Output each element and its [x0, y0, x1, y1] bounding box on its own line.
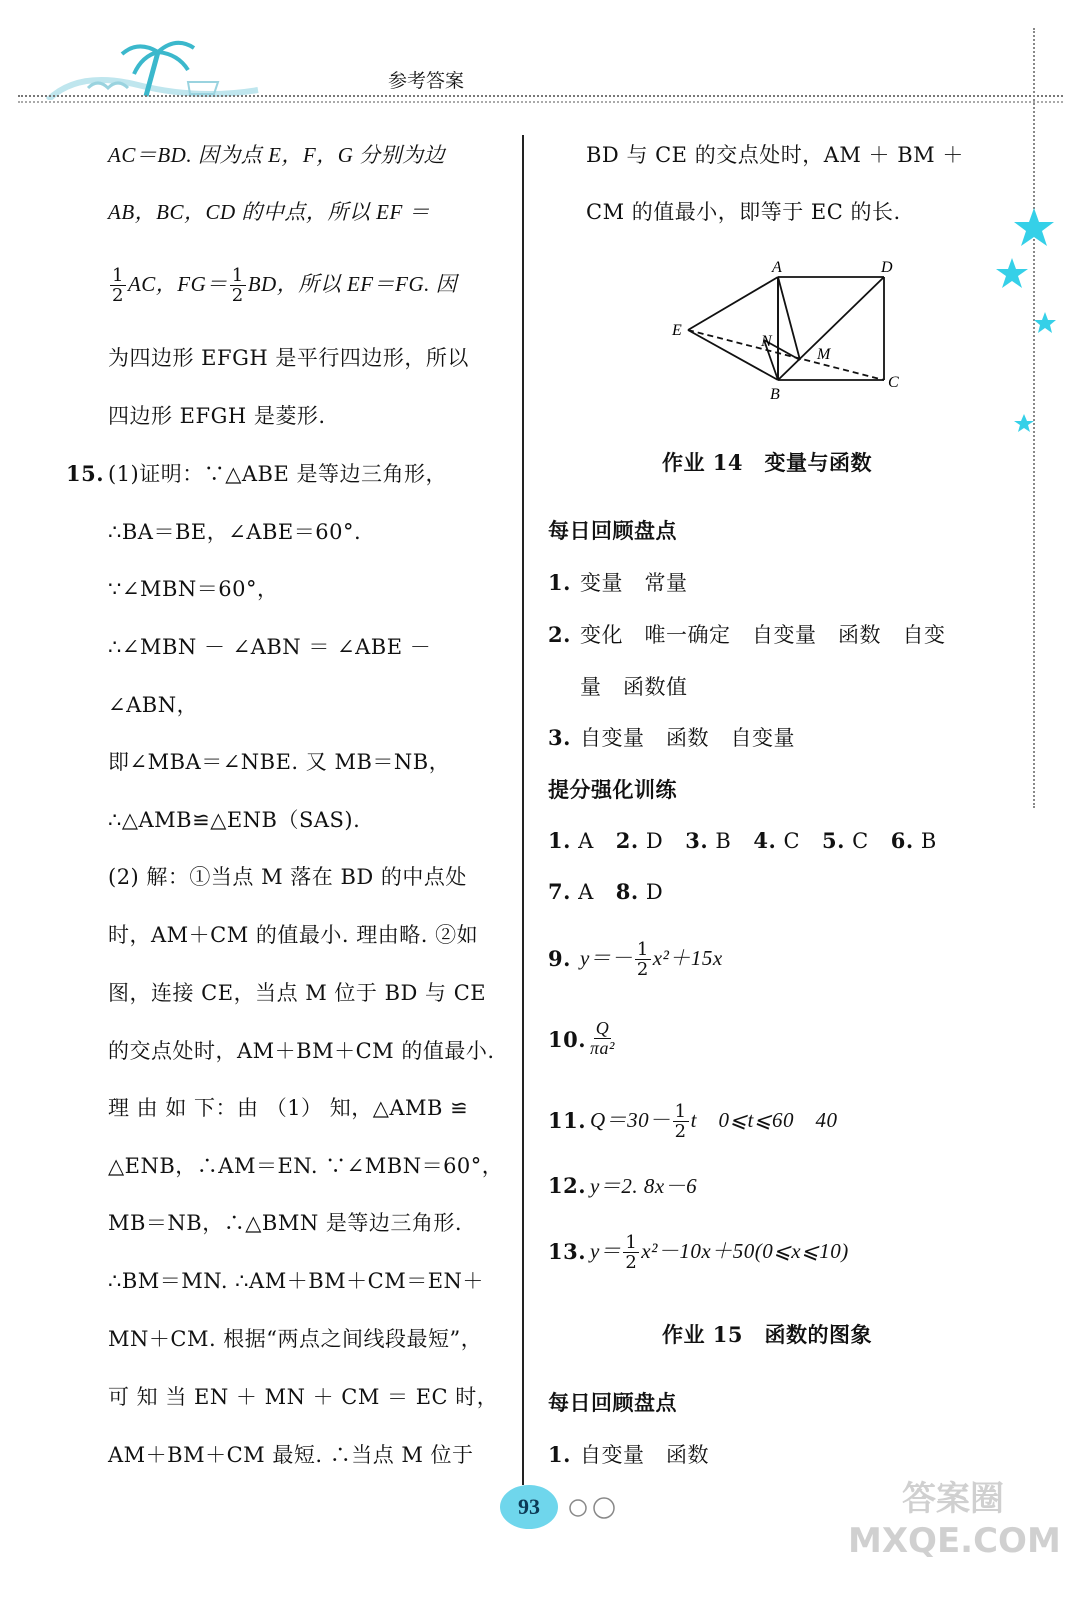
fig-label-n: N — [761, 333, 772, 350]
answer-12-number: 12. — [548, 1173, 587, 1198]
answer-11-number: 11. — [548, 1108, 587, 1133]
mc-row-2 — [548, 877, 663, 907]
section-review-heading: 每日回顾盘点 — [548, 518, 677, 543]
header-logo — [18, 30, 268, 100]
fraction-half: $\frac{1}{2}$ — [112, 265, 124, 306]
mc-item: 5. C — [822, 828, 869, 853]
answer-1: 变量 常量 — [580, 571, 688, 595]
answer-9: y＝－ $\frac{1}{2}$ x²＋15x — [580, 939, 723, 980]
answer-10-number: 10. — [548, 1027, 587, 1052]
fig-label-e: E — [672, 322, 682, 339]
page-header-title: 参考答案 — [388, 70, 465, 92]
fig-label-m: M — [817, 346, 831, 363]
answer-2-cont: 量 函数值 — [580, 675, 688, 699]
left-line-18: △ENB，∴AM＝EN. ∵∠MBN＝60°， — [108, 1154, 504, 1178]
right-line-2: CM 的值最小，即等于 EC 的长. — [586, 200, 901, 224]
left-line-2: AB，BC，CD 的中点，所以 EF ＝ — [108, 200, 431, 224]
left-line-5: 四边形 EFGH 是菱形. — [108, 404, 326, 428]
left-line-12: ∴△AMB≌△ENB（SAS). — [108, 808, 361, 832]
left-line-3-part-a: AC，FG＝ — [127, 272, 228, 296]
answer-2: 变化 唯一确定 自变量 函数 自变 — [580, 623, 946, 647]
left-line-3-part-b: BD，所以 EF＝FG. 因 — [247, 272, 458, 296]
answer-12: y＝2. 8x－6 — [590, 1174, 698, 1198]
left-line-23: AM＋BM＋CM 最短. ∴当点 M 位于 — [108, 1443, 474, 1467]
question-15-number: 15. — [66, 461, 105, 486]
section-training-heading: 提分强化训练 — [548, 777, 677, 802]
fig-label-c: C — [888, 374, 899, 391]
stars-decoration-icon — [990, 200, 1079, 440]
answer-b1-number: 1. — [548, 1442, 571, 1467]
mc-item: 2. D — [615, 828, 664, 853]
left-line-8: ∵∠MBN＝60°， — [108, 577, 279, 601]
answer-13-number: 13. — [548, 1239, 587, 1264]
answer-13: y＝ $\frac{1}{2}$ x²－10x＋50(0⩽x⩽10) — [590, 1232, 849, 1273]
left-line-19: MB＝NB，∴△BMN 是等边三角形. — [108, 1211, 463, 1235]
left-line-22: 可 知 当 EN ＋ MN ＋ CM ＝ EC 时， — [108, 1385, 499, 1409]
mc-item: 1. A — [548, 828, 594, 853]
mc-item: 7. A — [548, 879, 594, 904]
left-line-4: 为四边形 EFGH 是平行四边形，所以 — [108, 346, 469, 370]
watermark: 答案圈 MXQE.COM — [848, 1479, 1061, 1561]
footer-circles-icon — [566, 1494, 626, 1522]
page-number: 93 — [518, 1494, 540, 1519]
column-divider — [522, 135, 524, 1485]
left-line-13: (2) 解：①当点 M 落在 BD 的中点处 — [108, 865, 467, 889]
hw15-title: 作业 15 函数的图象 — [662, 1322, 873, 1347]
left-line-10: ∠ABN， — [108, 693, 199, 717]
fraction-half: $\frac{1}{2}$ — [231, 265, 244, 306]
left-line-3 — [108, 262, 457, 306]
page-number-badge — [500, 1485, 558, 1529]
fig-label-b: B — [770, 386, 780, 403]
left-line-6: (1)证明：∵△ABE 是等边三角形， — [108, 462, 447, 486]
answer-2-number: 2. — [548, 622, 571, 647]
answer-3: 自变量 函数 自变量 — [580, 726, 795, 750]
palm-tree-logo-icon — [18, 30, 268, 100]
left-line-9: ∴∠MBN － ∠ABN ＝ ∠ABE － — [108, 635, 432, 659]
mc-item: 3. B — [685, 828, 732, 853]
answer-9-number: 9. — [548, 946, 571, 971]
answer-11: Q＝30－ $\frac{1}{2}$ t 0⩽t⩽60 40 — [590, 1101, 838, 1142]
left-line-7: ∴BA＝BE，∠ABE＝60°. — [108, 520, 362, 544]
fraction-half: $\frac{1}{2}$ — [625, 1232, 638, 1273]
left-line-20: ∴BM＝MN. ∴AM＋BM＋CM＝EN＋ — [108, 1269, 484, 1293]
geometry-figure — [660, 255, 910, 405]
answer-1-number: 1. — [548, 570, 571, 595]
mc-row-1 — [548, 826, 937, 856]
fraction-half: $\frac{1}{2}$ — [636, 939, 649, 980]
left-line-17: 理 由 如 下：由 （1） 知，△AMB ≌ — [108, 1096, 469, 1120]
fig-label-a: A — [772, 259, 782, 276]
answer-10 — [588, 1014, 617, 1060]
fig-label-d: D — [881, 259, 893, 276]
left-line-21: MN＋CM. 根据“两点之间线段最短”， — [108, 1327, 483, 1351]
header-divider — [18, 95, 1063, 97]
left-line-1: AC＝BD. 因为点 E，F，G 分别为边 — [108, 143, 446, 167]
mc-item: 4. C — [753, 828, 801, 853]
left-line-14: 时，AM＋CM 的值最小. 理由略. ②如 — [108, 923, 479, 947]
left-line-15: 图，连接 CE，当点 M 位于 BD 与 CE — [108, 981, 487, 1005]
left-line-11: 即∠MBA＝∠NBE. 又 MB＝NB， — [108, 750, 451, 774]
fraction-half: $\frac{1}{2}$ — [674, 1101, 687, 1142]
hw14-title: 作业 14 变量与函数 — [662, 450, 873, 475]
answer-3-number: 3. — [548, 725, 571, 750]
mc-item: 6. B — [890, 828, 937, 853]
left-line-16: 的交点处时，AM＋BM＋CM 的值最小. — [108, 1039, 495, 1063]
right-line-1: BD 与 CE 的交点处时，AM ＋ BM ＋ — [586, 143, 964, 167]
answer-b1: 自变量 函数 — [580, 1443, 709, 1467]
header-divider-2 — [18, 101, 1063, 103]
mc-item: 8. D — [615, 879, 664, 904]
fraction-q-over-pi-a2: $\frac{Q}{\text{πa²}}$ — [590, 1018, 615, 1058]
section-review-heading-2: 每日回顾盘点 — [548, 1390, 677, 1415]
